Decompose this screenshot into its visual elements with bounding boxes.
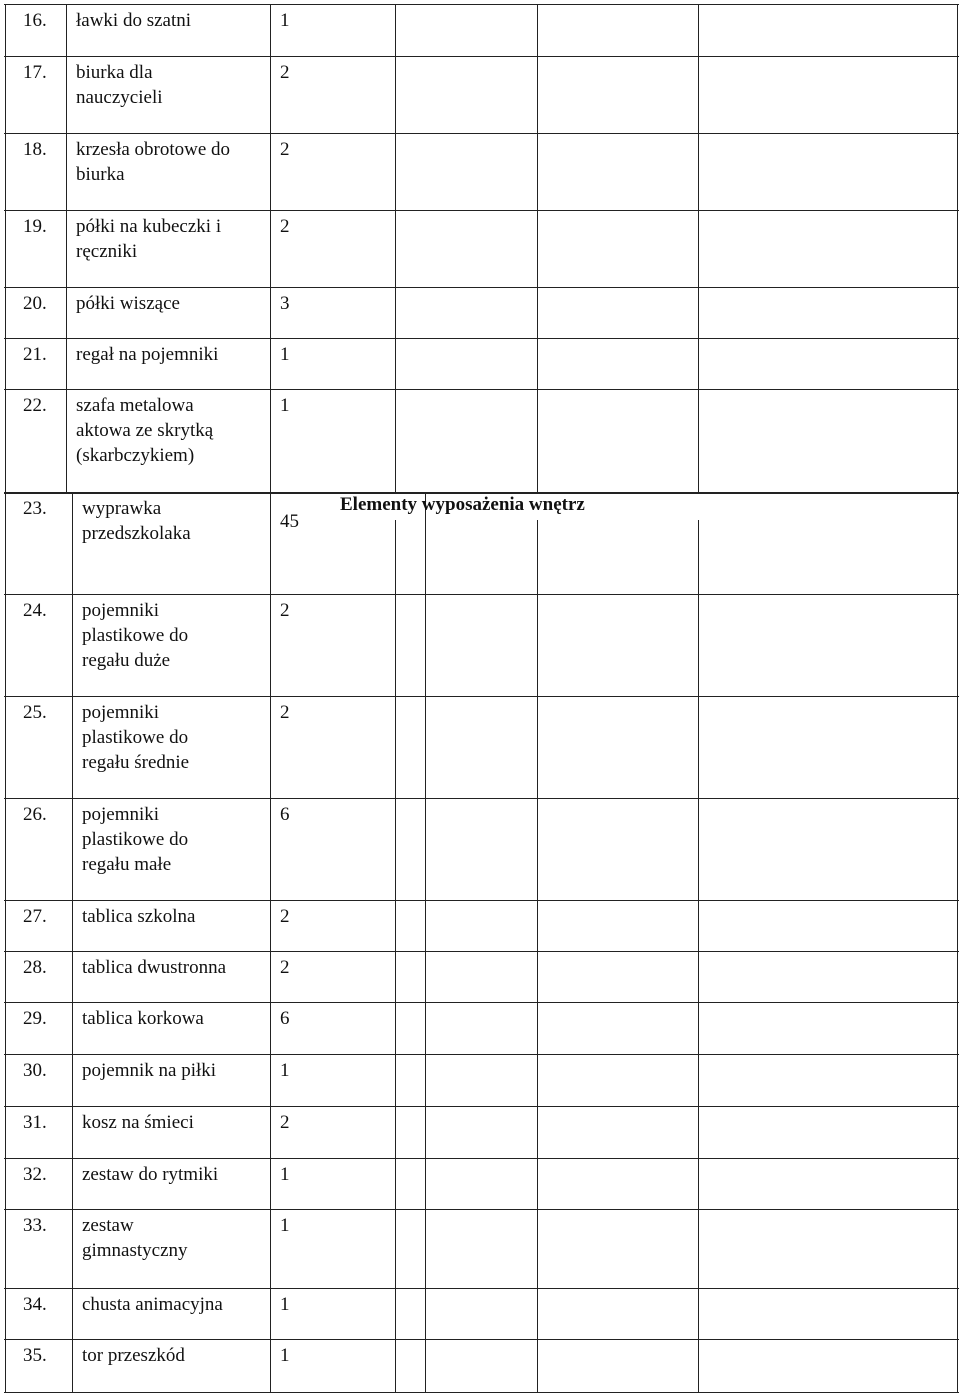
table-column-border	[66, 4, 67, 492]
item-name: szafa metalowa aktowa ze skrytką (skarbczykiem)	[76, 395, 214, 466]
row-number: 27.	[23, 906, 47, 927]
row-number: 32.	[23, 1164, 47, 1185]
item-name: zestaw do rytmiki	[82, 1164, 219, 1185]
item-name: wyprawka przedszkolaka	[82, 498, 191, 544]
item-quantity: 2	[280, 702, 290, 723]
row-number: 20.	[23, 293, 47, 314]
row-number: 23.	[23, 498, 47, 519]
item-name: tablica szkolna	[82, 906, 196, 927]
table-column-border	[537, 4, 538, 492]
item-name: regał na pojemniki	[76, 344, 219, 365]
item-name: pojemnik na piłki	[82, 1060, 217, 1081]
item-quantity: 1	[280, 1215, 290, 1236]
table-column-border	[957, 4, 958, 1393]
table-row-border	[4, 798, 959, 799]
table-column-border	[395, 4, 396, 492]
table-row-border	[4, 900, 959, 901]
table-row-border	[4, 4, 959, 5]
item-quantity: 1	[280, 344, 290, 365]
table-row-border	[4, 210, 959, 211]
table-row-border	[4, 389, 959, 390]
section-title: Elementy wyposażenia wnętrz	[340, 494, 585, 515]
table-column-border	[395, 520, 396, 1393]
row-number: 26.	[23, 804, 47, 825]
table-row-border	[4, 594, 959, 595]
table-column-border	[698, 520, 699, 1393]
item-quantity: 1	[280, 1060, 290, 1081]
item-name: biurka dla nauczycieli	[76, 62, 163, 108]
row-number: 19.	[23, 216, 47, 237]
item-name: kosz na śmieci	[82, 1112, 194, 1133]
row-number: 33.	[23, 1215, 47, 1236]
row-number: 25.	[23, 702, 47, 723]
row-number: 21.	[23, 344, 47, 365]
table-row-border	[4, 56, 959, 57]
table-row-border	[4, 1002, 959, 1003]
item-quantity: 2	[280, 957, 290, 978]
item-quantity: 2	[280, 906, 290, 927]
item-name: tablica korkowa	[82, 1008, 204, 1029]
row-number: 30.	[23, 1060, 47, 1081]
item-name: chusta animacyjna	[82, 1294, 223, 1315]
table-row-border	[4, 951, 959, 952]
item-name: krzesła obrotowe do biurka	[76, 139, 231, 185]
item-quantity: 2	[280, 62, 290, 83]
item-name: tor przeszkód	[82, 1345, 185, 1366]
item-quantity: 2	[280, 216, 290, 237]
item-name: tablica dwustronna	[82, 957, 227, 978]
item-quantity: 1	[280, 1345, 290, 1366]
table-column-border	[698, 4, 699, 492]
item-name: półki wiszące	[76, 293, 180, 314]
table-column-border	[72, 492, 73, 1392]
table-column-border	[537, 520, 538, 1393]
item-quantity: 2	[280, 139, 290, 160]
item-name: pojemniki plastikowe do regału małe	[82, 804, 189, 875]
row-number: 24.	[23, 600, 47, 621]
item-name: pojemniki plastikowe do regału średnie	[82, 702, 190, 773]
row-number: 17.	[23, 62, 47, 83]
row-number: 35.	[23, 1345, 47, 1366]
item-quantity: 3	[280, 293, 290, 314]
table-row-border	[4, 1209, 959, 1210]
table-column-border	[5, 4, 6, 1393]
table-row-border	[4, 1339, 959, 1340]
row-number: 34.	[23, 1294, 47, 1315]
item-name: półki na kubeczki i ręczniki	[76, 216, 222, 262]
item-name: zestaw gimnastyczny	[82, 1215, 188, 1261]
table-row-border	[4, 1288, 959, 1289]
row-number: 22.	[23, 395, 47, 416]
row-number: 31.	[23, 1112, 47, 1133]
item-quantity: 1	[280, 395, 290, 416]
item-quantity: 1	[280, 10, 290, 31]
item-quantity: 6	[280, 804, 290, 825]
item-quantity: 1	[280, 1164, 290, 1185]
item-quantity: 1	[280, 1294, 290, 1315]
table-column-border	[425, 492, 426, 1392]
table-row-border	[4, 1392, 959, 1393]
table-row-border	[4, 133, 959, 134]
table-row-border	[4, 1106, 959, 1107]
item-quantity: 45	[280, 511, 299, 532]
item-quantity: 2	[280, 600, 290, 621]
item-name: ławki do szatni	[76, 10, 192, 31]
table-row-border	[4, 1054, 959, 1055]
row-number: 16.	[23, 10, 47, 31]
table-row-border	[4, 338, 959, 339]
item-quantity: 6	[280, 1008, 290, 1029]
row-number: 18.	[23, 139, 47, 160]
table-row-border	[4, 696, 959, 697]
table-row-border	[4, 1158, 959, 1159]
table-row-border	[4, 287, 959, 288]
row-number: 28.	[23, 957, 47, 978]
row-number: 29.	[23, 1008, 47, 1029]
item-quantity: 2	[280, 1112, 290, 1133]
item-name: pojemniki plastikowe do regału duże	[82, 600, 189, 671]
